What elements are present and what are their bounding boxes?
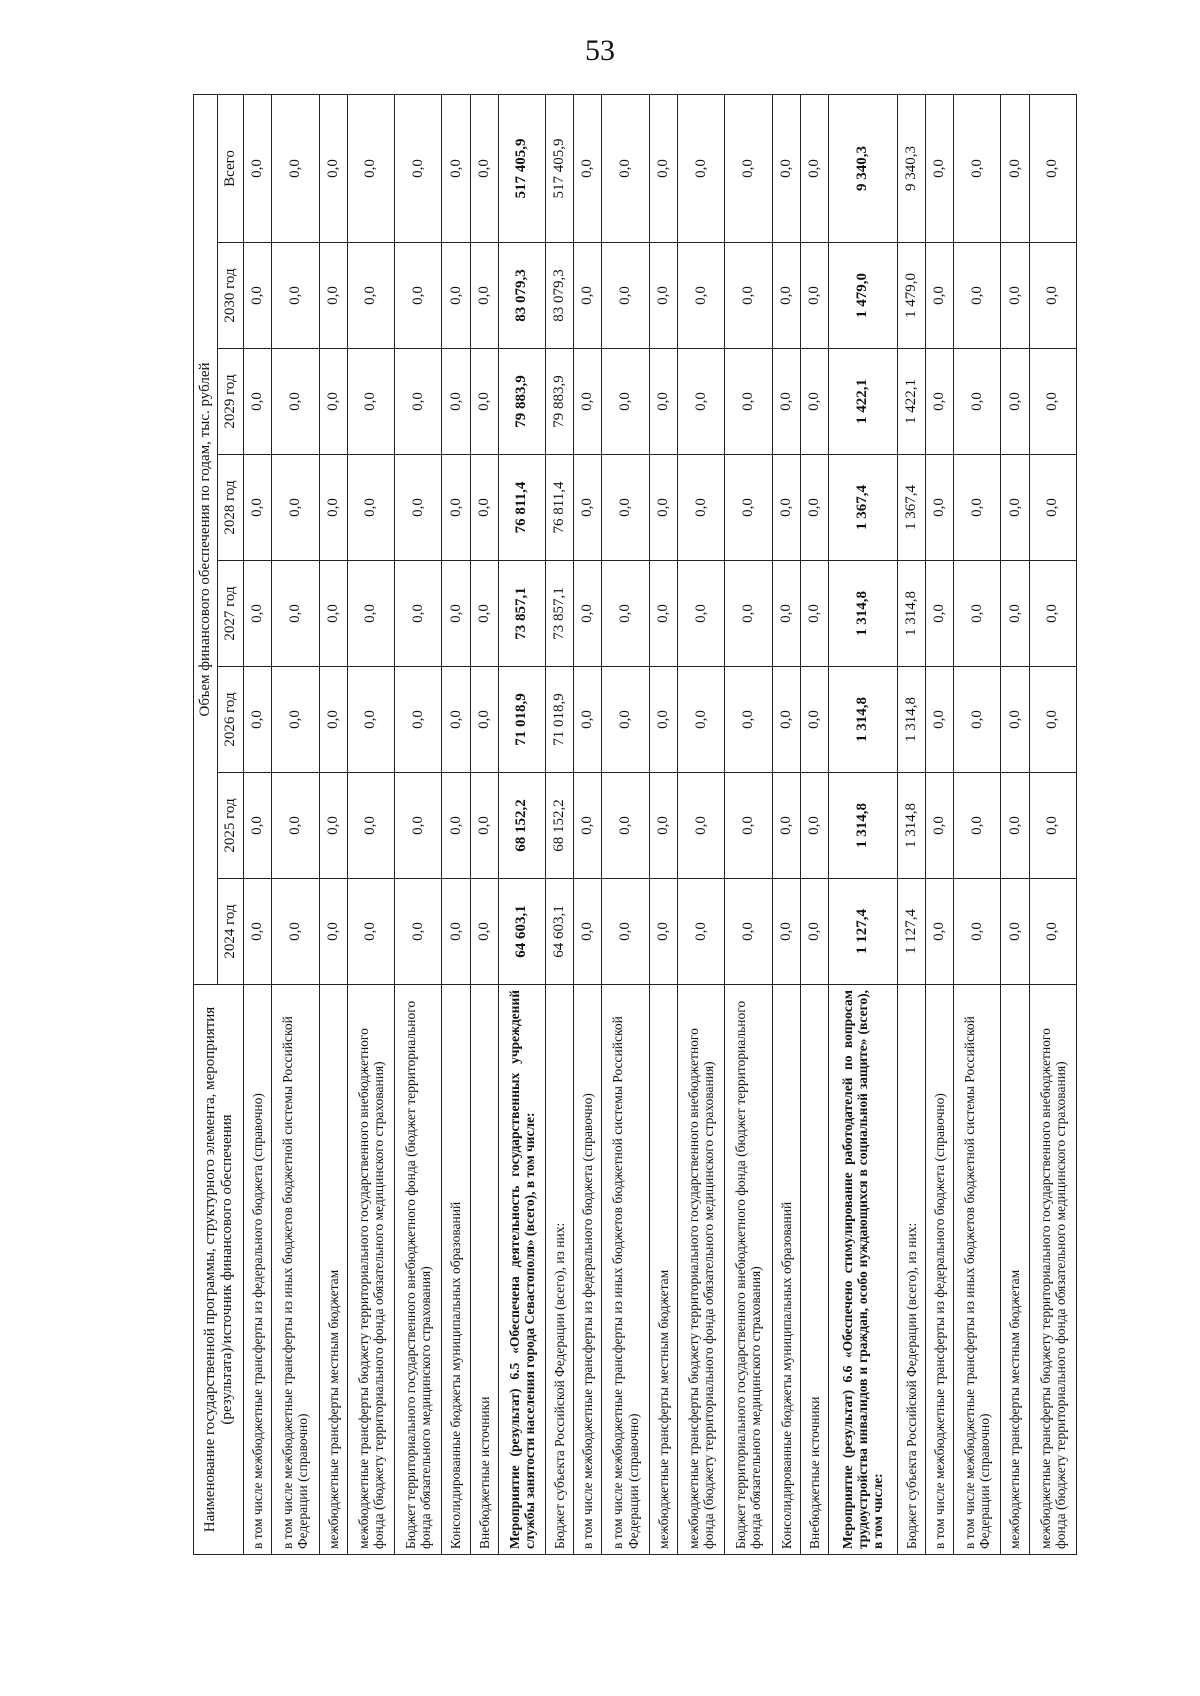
- table-row: [347, 94, 394, 1554]
- value-cell: 71 018,9: [546, 667, 574, 773]
- value-cell: 0,0: [319, 94, 347, 242]
- value-cell: 0,0: [319, 667, 347, 773]
- value-cell: 0,0: [725, 561, 772, 667]
- value-cell: 0,0: [800, 879, 828, 985]
- value-cell: 0,0: [244, 243, 272, 349]
- value-cell: 0,0: [1001, 94, 1029, 242]
- value-cell: 0,0: [347, 773, 394, 879]
- value-cell: 0,0: [319, 879, 347, 985]
- table-row: [897, 94, 925, 1554]
- value-cell: 83 079,3: [498, 243, 545, 349]
- table-row: [828, 94, 897, 1554]
- value-cell: 0,0: [319, 243, 347, 349]
- value-cell: 0,0: [1001, 879, 1029, 985]
- table-row: [498, 94, 545, 1554]
- value-cell: 0,0: [649, 667, 677, 773]
- value-cell: 0,0: [800, 561, 828, 667]
- value-cell: 0,0: [470, 455, 498, 561]
- table-row: [677, 94, 724, 1554]
- value-cell: 0,0: [772, 667, 800, 773]
- value-cell: 0,0: [725, 455, 772, 561]
- table-row: [1029, 94, 1076, 1554]
- header-total: Всего: [218, 94, 244, 242]
- value-cell: 0,0: [395, 667, 442, 773]
- value-cell: 0,0: [347, 455, 394, 561]
- value-cell: 0,0: [1029, 349, 1076, 455]
- value-cell: 1 314,8: [897, 667, 925, 773]
- value-cell: 1 314,8: [828, 773, 897, 879]
- value-cell: 0,0: [677, 879, 724, 985]
- table-row: [772, 94, 800, 1554]
- value-cell: 0,0: [347, 667, 394, 773]
- value-cell: 0,0: [954, 879, 1001, 985]
- value-cell: 0,0: [925, 879, 953, 985]
- value-cell: 0,0: [470, 773, 498, 879]
- value-cell: 73 857,1: [498, 561, 545, 667]
- value-cell: 0,0: [800, 243, 828, 349]
- value-cell: 0,0: [244, 667, 272, 773]
- value-cell: 0,0: [954, 349, 1001, 455]
- value-cell: 0,0: [677, 455, 724, 561]
- value-cell: 0,0: [244, 561, 272, 667]
- value-cell: 0,0: [319, 773, 347, 879]
- value-cell: 0,0: [1001, 561, 1029, 667]
- value-cell: 0,0: [772, 773, 800, 879]
- value-cell: 0,0: [677, 243, 724, 349]
- header-name-column: Наименование государственной программы, структурного элемента, мероприятия (результата)/источник финансового обеспечения: [194, 985, 244, 1555]
- value-cell: 76 811,4: [498, 455, 545, 561]
- value-cell: 9 340,3: [897, 94, 925, 242]
- value-cell: 0,0: [272, 561, 319, 667]
- value-cell: 0,0: [602, 879, 649, 985]
- row-label: Бюджет территориального государственного внебюджетного фонда (бюджет территориального фонда обязательного медицинского страхования): [395, 985, 442, 1555]
- value-cell: 0,0: [244, 455, 272, 561]
- value-cell: 0,0: [725, 243, 772, 349]
- value-cell: 0,0: [272, 455, 319, 561]
- header-year: 2024 год: [218, 879, 244, 985]
- value-cell: 1 479,0: [897, 243, 925, 349]
- value-cell: 0,0: [772, 879, 800, 985]
- value-cell: 0,0: [649, 879, 677, 985]
- value-cell: 0,0: [470, 243, 498, 349]
- value-cell: 0,0: [954, 561, 1001, 667]
- value-cell: 0,0: [925, 94, 953, 242]
- value-cell: 0,0: [395, 94, 442, 242]
- value-cell: 0,0: [602, 773, 649, 879]
- value-cell: 0,0: [954, 773, 1001, 879]
- row-label: межбюджетные трансферты бюджету территориального государственного внебюджетного фонда (бюджету территориального фонда обязательного медицинского страхования): [1029, 985, 1076, 1555]
- value-cell: 0,0: [395, 773, 442, 879]
- table-row: [574, 94, 602, 1554]
- value-cell: 0,0: [725, 349, 772, 455]
- value-cell: 0,0: [1029, 773, 1076, 879]
- value-cell: 0,0: [347, 94, 394, 242]
- value-cell: 0,0: [602, 455, 649, 561]
- value-cell: 0,0: [470, 94, 498, 242]
- value-cell: 0,0: [725, 773, 772, 879]
- header-year: 2025 год: [218, 773, 244, 879]
- value-cell: 0,0: [1001, 349, 1029, 455]
- row-label: межбюджетные трансферты местным бюджетам: [1001, 985, 1029, 1555]
- table-row: [1001, 94, 1029, 1554]
- value-cell: 0,0: [442, 94, 470, 242]
- value-cell: 1 314,8: [828, 667, 897, 773]
- table-row: [395, 94, 442, 1554]
- value-cell: 0,0: [1001, 667, 1029, 773]
- table-row: [649, 94, 677, 1554]
- value-cell: 0,0: [954, 455, 1001, 561]
- table-row: [470, 94, 498, 1554]
- value-cell: 0,0: [1029, 243, 1076, 349]
- value-cell: 1 127,4: [897, 879, 925, 985]
- row-label: Бюджет субъекта Российской Федерации (всего), из них:: [897, 985, 925, 1555]
- value-cell: 0,0: [574, 773, 602, 879]
- table-row: [925, 94, 953, 1554]
- value-cell: 0,0: [925, 455, 953, 561]
- value-cell: 0,0: [602, 94, 649, 242]
- row-label: в том числе межбюджетные трансферты из федерального бюджета (справочно): [574, 985, 602, 1555]
- value-cell: 0,0: [1001, 773, 1029, 879]
- value-cell: 1 422,1: [897, 349, 925, 455]
- financing-table-rotated: [193, 95, 1077, 1555]
- value-cell: 0,0: [649, 349, 677, 455]
- value-cell: 0,0: [602, 243, 649, 349]
- value-cell: 83 079,3: [546, 243, 574, 349]
- value-cell: 0,0: [442, 667, 470, 773]
- value-cell: 0,0: [442, 243, 470, 349]
- value-cell: 0,0: [442, 879, 470, 985]
- value-cell: 0,0: [272, 667, 319, 773]
- value-cell: 0,0: [442, 773, 470, 879]
- value-cell: 0,0: [347, 879, 394, 985]
- value-cell: 1 479,0: [828, 243, 897, 349]
- value-cell: 71 018,9: [498, 667, 545, 773]
- value-cell: 0,0: [347, 243, 394, 349]
- value-cell: 0,0: [574, 243, 602, 349]
- table-row: [272, 94, 319, 1554]
- value-cell: 0,0: [442, 349, 470, 455]
- value-cell: 1 422,1: [828, 349, 897, 455]
- value-cell: 68 152,2: [498, 773, 545, 879]
- value-cell: 0,0: [244, 94, 272, 242]
- table-row: [602, 94, 649, 1554]
- row-label: в том числе межбюджетные трансферты из иных бюджетов бюджетной системы Российской Федерации (справочно): [272, 985, 319, 1555]
- value-cell: 0,0: [772, 561, 800, 667]
- table-row: [800, 94, 828, 1554]
- value-cell: 0,0: [649, 455, 677, 561]
- value-cell: 0,0: [272, 773, 319, 879]
- value-cell: 1 367,4: [897, 455, 925, 561]
- value-cell: 0,0: [1029, 879, 1076, 985]
- value-cell: 0,0: [677, 773, 724, 879]
- value-cell: 0,0: [954, 667, 1001, 773]
- row-label: в том числе межбюджетные трансферты из федерального бюджета (справочно): [244, 985, 272, 1555]
- value-cell: 0,0: [272, 243, 319, 349]
- value-cell: 0,0: [272, 879, 319, 985]
- row-label: в том числе межбюджетные трансферты из иных бюджетов бюджетной системы Российской Федерации (справочно): [954, 985, 1001, 1555]
- value-cell: 0,0: [772, 349, 800, 455]
- value-cell: 0,0: [442, 455, 470, 561]
- row-label: межбюджетные трансферты местным бюджетам: [649, 985, 677, 1555]
- value-cell: 0,0: [347, 561, 394, 667]
- value-cell: 0,0: [925, 667, 953, 773]
- value-cell: 0,0: [649, 561, 677, 667]
- row-label: межбюджетные трансферты местным бюджетам: [319, 985, 347, 1555]
- value-cell: 0,0: [649, 94, 677, 242]
- value-cell: 0,0: [319, 349, 347, 455]
- row-label: Внебюджетные источники: [470, 985, 498, 1555]
- value-cell: 1 314,8: [897, 561, 925, 667]
- page-number: 53: [585, 34, 615, 67]
- value-cell: 1 314,8: [828, 561, 897, 667]
- value-cell: 0,0: [800, 667, 828, 773]
- header-year: 2028 год: [218, 455, 244, 561]
- financing-table: [193, 94, 1077, 1555]
- value-cell: 0,0: [602, 561, 649, 667]
- value-cell: 0,0: [272, 349, 319, 455]
- value-cell: 0,0: [470, 667, 498, 773]
- value-cell: 0,0: [574, 94, 602, 242]
- row-label: Консолидированные бюджеты муниципальных образований: [772, 985, 800, 1555]
- value-cell: 0,0: [272, 94, 319, 242]
- value-cell: 0,0: [244, 773, 272, 879]
- value-cell: 0,0: [244, 349, 272, 455]
- value-cell: 0,0: [395, 879, 442, 985]
- value-cell: 0,0: [470, 561, 498, 667]
- value-cell: 0,0: [347, 349, 394, 455]
- value-cell: 0,0: [470, 879, 498, 985]
- value-cell: 0,0: [319, 455, 347, 561]
- value-cell: 0,0: [1001, 243, 1029, 349]
- value-cell: 0,0: [772, 455, 800, 561]
- header-year: 2030 год: [218, 243, 244, 349]
- value-cell: 9 340,3: [828, 94, 897, 242]
- value-cell: 0,0: [677, 667, 724, 773]
- value-cell: 0,0: [1029, 455, 1076, 561]
- value-cell: 0,0: [574, 349, 602, 455]
- value-cell: 0,0: [954, 243, 1001, 349]
- value-cell: 64 603,1: [546, 879, 574, 985]
- value-cell: 0,0: [925, 561, 953, 667]
- value-cell: 0,0: [800, 94, 828, 242]
- header-year: 2029 год: [218, 349, 244, 455]
- value-cell: 0,0: [800, 455, 828, 561]
- row-label: Мероприятие (результат) 6.6 «Обеспечено стимулирование работодателей по вопросам трудоустройства инвалидов и граждан, особо нуждающихся в социальной защите» (всего), в том числе:: [828, 985, 897, 1555]
- value-cell: 0,0: [244, 879, 272, 985]
- value-cell: 0,0: [925, 349, 953, 455]
- value-cell: 0,0: [442, 561, 470, 667]
- value-cell: 0,0: [395, 561, 442, 667]
- value-cell: 0,0: [649, 243, 677, 349]
- table-row: [319, 94, 347, 1554]
- value-cell: 0,0: [800, 349, 828, 455]
- header-year: 2027 год: [218, 561, 244, 667]
- value-cell: 1 314,8: [897, 773, 925, 879]
- row-label: межбюджетные трансферты бюджету территориального государственного внебюджетного фонда (бюджету территориального фонда обязательного медицинского страхования): [677, 985, 724, 1555]
- row-label: Внебюджетные источники: [800, 985, 828, 1555]
- header-funding-group: Объем финансового обеспечения по годам, тыс. рублей: [194, 94, 218, 984]
- value-cell: 0,0: [470, 349, 498, 455]
- value-cell: 0,0: [1001, 455, 1029, 561]
- value-cell: 0,0: [574, 667, 602, 773]
- value-cell: 0,0: [925, 243, 953, 349]
- header-year: 2026 год: [218, 667, 244, 773]
- value-cell: 1 367,4: [828, 455, 897, 561]
- table-row: [954, 94, 1001, 1554]
- value-cell: 0,0: [677, 349, 724, 455]
- value-cell: 0,0: [800, 773, 828, 879]
- table-row: [442, 94, 470, 1554]
- row-label: Бюджет территориального государственного внебюджетного фонда (бюджет территориального фонда обязательного медицинского страхования): [725, 985, 772, 1555]
- value-cell: 0,0: [677, 561, 724, 667]
- value-cell: 68 152,2: [546, 773, 574, 879]
- value-cell: 0,0: [574, 561, 602, 667]
- value-cell: 64 603,1: [498, 879, 545, 985]
- value-cell: 0,0: [772, 243, 800, 349]
- value-cell: 79 883,9: [546, 349, 574, 455]
- value-cell: 0,0: [954, 94, 1001, 242]
- value-cell: 0,0: [649, 773, 677, 879]
- value-cell: 0,0: [602, 667, 649, 773]
- value-cell: 0,0: [1029, 667, 1076, 773]
- value-cell: 0,0: [395, 455, 442, 561]
- table-row: [546, 94, 574, 1554]
- row-label: в том числе межбюджетные трансферты из федерального бюджета (справочно): [925, 985, 953, 1555]
- row-label: межбюджетные трансферты бюджету территориального государственного внебюджетного фонда (бюджету территориального фонда обязательного медицинского страхования): [347, 985, 394, 1555]
- value-cell: 0,0: [725, 94, 772, 242]
- value-cell: 0,0: [574, 879, 602, 985]
- value-cell: 1 127,4: [828, 879, 897, 985]
- value-cell: 79 883,9: [498, 349, 545, 455]
- row-label: Консолидированные бюджеты муниципальных образований: [442, 985, 470, 1555]
- value-cell: 0,0: [319, 561, 347, 667]
- row-label: Мероприятие (результат) 6.5 «Обеспечена деятельность государственных учреждений службы занятости населения города Севастополя» (всего), в том числе:: [498, 985, 545, 1555]
- value-cell: 0,0: [1029, 94, 1076, 242]
- row-label: в том числе межбюджетные трансферты из иных бюджетов бюджетной системы Российской Федерации (справочно): [602, 985, 649, 1555]
- value-cell: 73 857,1: [546, 561, 574, 667]
- value-cell: 76 811,4: [546, 455, 574, 561]
- table-row: [244, 94, 272, 1554]
- row-label: Бюджет субъекта Российской Федерации (всего), из них:: [546, 985, 574, 1555]
- value-cell: 517 405,9: [546, 94, 574, 242]
- value-cell: 0,0: [602, 349, 649, 455]
- table-row: [725, 94, 772, 1554]
- value-cell: 0,0: [725, 667, 772, 773]
- value-cell: 0,0: [677, 94, 724, 242]
- value-cell: 0,0: [772, 94, 800, 242]
- value-cell: 0,0: [395, 349, 442, 455]
- value-cell: 0,0: [395, 243, 442, 349]
- value-cell: 0,0: [574, 455, 602, 561]
- value-cell: 0,0: [1029, 561, 1076, 667]
- value-cell: 517 405,9: [498, 94, 545, 242]
- value-cell: 0,0: [925, 773, 953, 879]
- value-cell: 0,0: [725, 879, 772, 985]
